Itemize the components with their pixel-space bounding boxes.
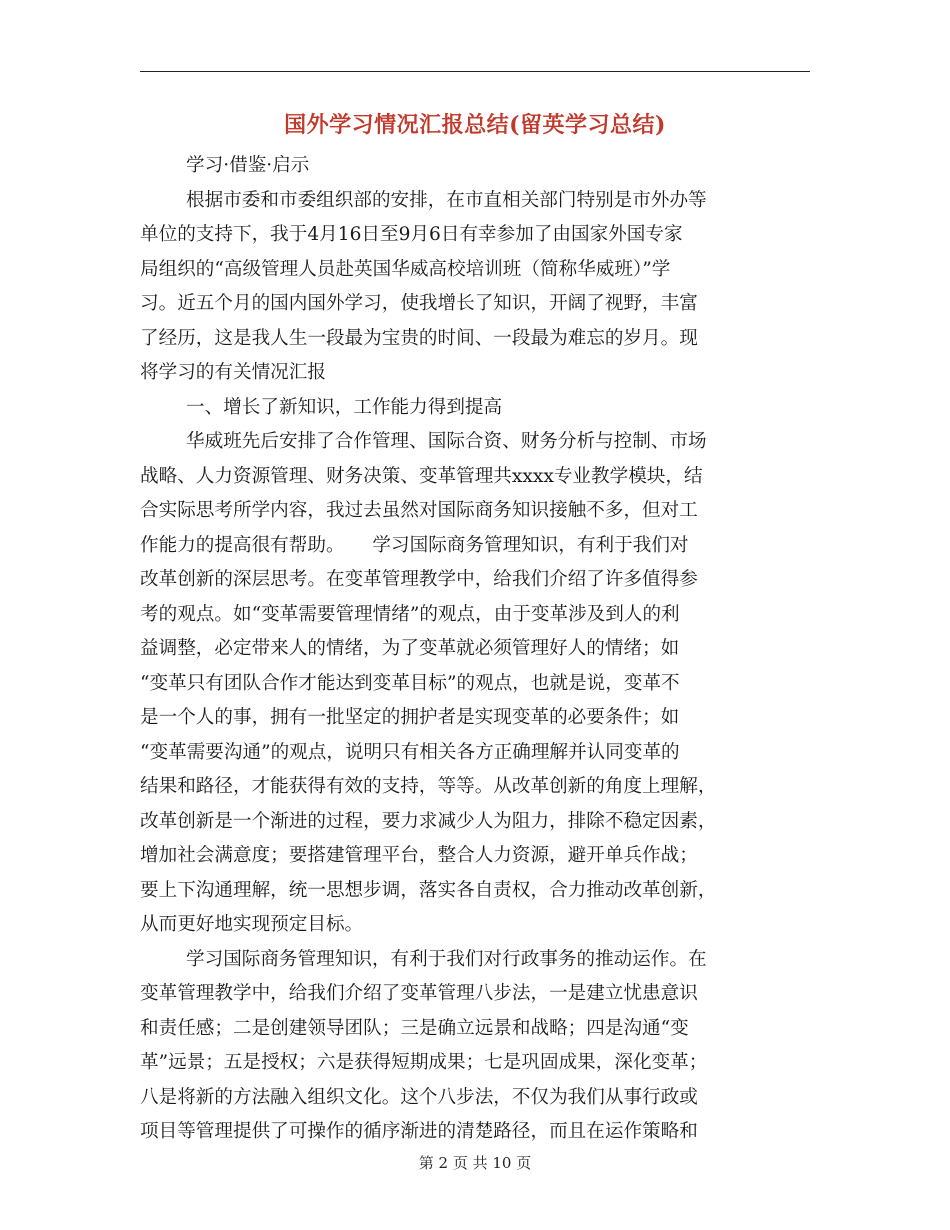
section-heading: 一、增长了新知识，工作能力得到提高 xyxy=(186,396,503,418)
paragraph-line: 增加社会满意度；要搭建管理平台，整合人力资源，避开单兵作战； xyxy=(140,845,698,866)
paragraph-line: 学习国际商务管理知识，有利于我们对行政事务的推动运作。在 xyxy=(186,948,707,970)
paragraph-line: 华威班先后安排了合作管理、国际合资、财务分析与控制、市场 xyxy=(186,431,707,452)
paragraph-line: 战略、人力资源管理、财务决策、变革管理共xxxx专业教学模块，结 xyxy=(140,465,703,487)
paragraph-line: 和责任感；二是创建领导团队；三是确立远景和战略；四是沟通“变 xyxy=(140,1017,689,1039)
paragraph-line: 益调整，必定带来人的情绪，为了变革就必须管理好人的情绪；如 xyxy=(140,638,680,659)
paragraph-line: 是一个人的事，拥有一批坚定的拥护者是实现变革的必要条件；如 xyxy=(140,707,680,728)
paragraph-line: 合实际思考所学内容，我过去虽然对国际商务知识接触不多，但对工 xyxy=(140,500,698,521)
paragraph-line: 八是将新的方法融入组织文化。这个八步法，不仅为我们从事行政或 xyxy=(140,1086,698,1108)
paragraph-line: 改革创新的深层思考。在变革管理教学中，给我们介绍了许多值得参 xyxy=(140,569,698,590)
header-rule xyxy=(140,71,810,72)
paragraph-line: 根据市委和市委组织部的安排，在市直相关部门特别是市外办等 xyxy=(186,189,707,211)
paragraph-line: 结果和路径，才能获得有效的支持，等等。从改革创新的角度上理解， xyxy=(140,776,717,797)
paragraph-line: 改革创新是一个渐进的过程，要力求减少人为阻力，排除不稳定因素， xyxy=(140,810,717,832)
paragraph-line: 将学习的有关情况汇报 xyxy=(140,362,326,383)
paragraph-line: “变革只有团队合作才能达到变革目标”的观点，也就是说，变革不 xyxy=(140,672,680,694)
paragraph-line: 考的观点。如“变革需要管理情绪”的观点，由于变革涉及到人的利 xyxy=(140,603,680,625)
paragraph-line: 作能力的提高很有帮助。 学习国际商务管理知识，有利于我们对 xyxy=(140,534,689,556)
paragraph-line: 变革管理教学中，给我们介绍了变革管理八步法，一是建立忧患意识 xyxy=(140,983,698,1004)
paragraph-line: 单位的支持下，我于4月16日至9月6日有幸参加了由国家外国专家 xyxy=(140,224,683,245)
paragraph-line: 习。近五个月的国内国外学习，使我增长了知识，开阔了视野，丰富 xyxy=(140,293,698,314)
page-number-footer: 第 2 页 共 10 页 xyxy=(418,1154,532,1172)
paragraph-line: 革”远景；五是授权；六是获得短期成果；七是巩固成果，深化变革； xyxy=(140,1052,708,1073)
paragraph-line: 从而更好地实现预定目标。 xyxy=(140,914,364,935)
paragraph-line: 要上下沟通理解，统一思想步调，落实各自责权，合力推动改革创新， xyxy=(140,879,717,901)
document-body xyxy=(140,149,810,1150)
paragraph-line: 局组织的“高级管理人员赴英国华威高校培训班（简称华威班）”学 xyxy=(140,258,671,280)
paragraph-line: “变革需要沟通”的观点，说明只有相关各方正确理解并认同变革的 xyxy=(140,741,680,763)
paragraph-line: 项目等管理提供了可操作的循序渐进的清楚路径，而且在运作策略和 xyxy=(140,1121,698,1142)
subtitle-line: 学习·借鉴·启示 xyxy=(186,155,310,176)
page-title: 国外学习情况汇报总结(留英学习总结) xyxy=(284,112,666,138)
paragraph-line: 了经历，这是我人生一段最为宝贵的时间、一段最为难忘的岁月。现 xyxy=(140,327,698,349)
